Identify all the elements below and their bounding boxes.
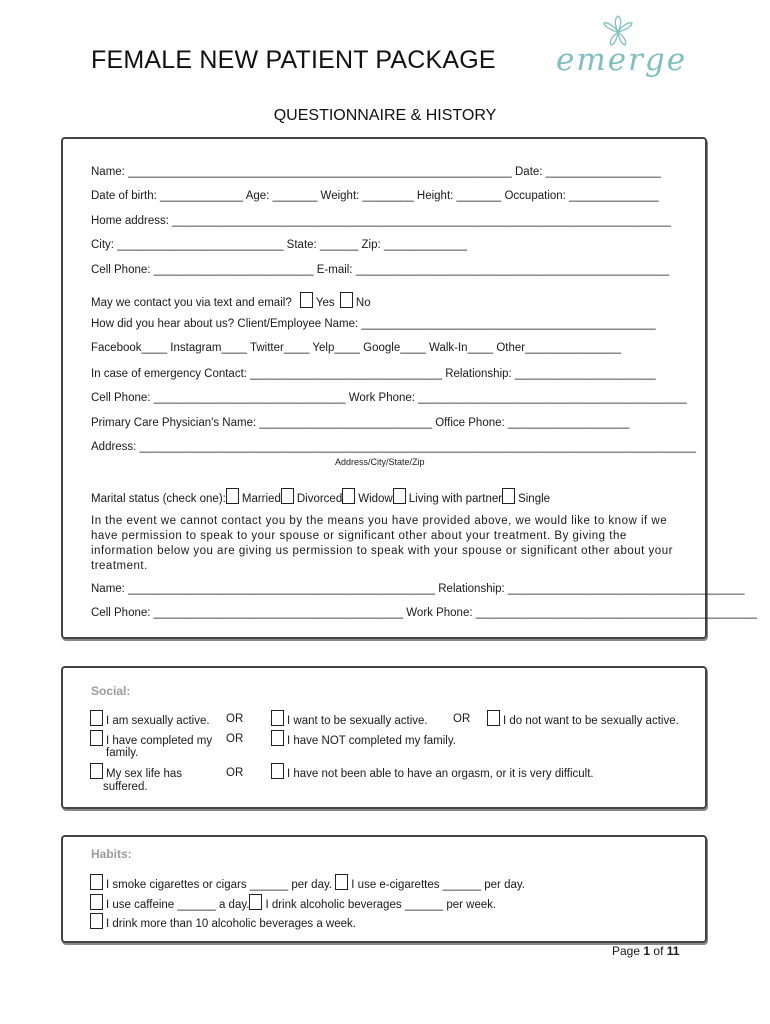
consent-paragraph: In the event we cannot contact you by the means you have provided above, we would like to know if we have permission to speak to your spouse or significant other about your treatment. By giving the information below you are giving us permission to speak with your spouse or significant other about your treatment. — [91, 515, 673, 572]
social-option-1b — [271, 710, 428, 727]
brand-logo: emerge — [556, 42, 688, 78]
sex-life-suffered-label-cont: suffered. — [103, 781, 148, 793]
address-hint: Address/City/State/Zip — [335, 457, 425, 467]
marital-status-row — [91, 488, 550, 505]
or-label: OR — [453, 713, 471, 725]
habits-row-3 — [90, 913, 356, 930]
single-checkbox[interactable] — [502, 488, 515, 504]
or-label: OR — [226, 767, 244, 779]
social-option-2b — [271, 730, 456, 747]
orgasm-difficulty-label: I have not been able to have an orgasm, or it is very difficult. — [287, 768, 594, 780]
page-number — [612, 944, 679, 958]
social-option-2a — [90, 730, 212, 747]
smoke-checkbox[interactable] — [90, 874, 103, 890]
single-label: Single — [518, 493, 551, 505]
habits-heading: Habits: — [91, 847, 132, 861]
or-label: OR — [226, 733, 244, 745]
e-cigarettes-checkbox[interactable] — [335, 874, 348, 890]
living-with-partner-label: Living with partner — [408, 493, 503, 505]
caffeine-label: I use caffeine ______ a day. — [106, 899, 250, 911]
habits-row-2 — [90, 894, 496, 911]
no-checkbox[interactable] — [340, 292, 353, 308]
home-address-field[interactable]: Home address: ______________________________________________________________________________ — [91, 215, 672, 227]
divorced-checkbox[interactable] — [281, 488, 294, 504]
completed-family-label-cont: family. — [106, 747, 139, 759]
smoke-label: I smoke cigarettes or cigars ______ per day. — [106, 879, 333, 891]
sexually-active-checkbox[interactable] — [90, 710, 103, 726]
social-option-3b — [271, 763, 594, 780]
referral-field[interactable]: How did you hear about us? Client/Employee Name: ______________________________________________ — [91, 318, 656, 330]
spouse-name-field[interactable]: Name: ________________________________________________ Relationship: _____________________________________ — [91, 583, 745, 595]
want-sexually-active-label: I want to be sexually active. — [287, 715, 428, 727]
sex-life-suffered-checkbox[interactable] — [90, 763, 103, 779]
marital-label: Marital status (check one): — [91, 493, 226, 505]
no-label: No — [355, 297, 371, 309]
heavy-drinking-checkbox[interactable] — [90, 913, 103, 929]
spouse-phone-field[interactable]: Cell Phone: _______________________________________ Work Phone: ____________________________________________ — [91, 607, 758, 619]
pcp-field[interactable]: Primary Care Physician's Name: ___________________________ Office Phone: ___________________ — [91, 417, 630, 429]
yes-label: Yes — [315, 297, 335, 309]
e-cigarettes-label: I use e-cigarettes ______ per day. — [351, 879, 525, 891]
social-option-3a — [90, 763, 182, 780]
city-state-zip-field[interactable]: City: __________________________ State: ______ Zip: _____________ — [91, 239, 468, 251]
pcp-address-field[interactable]: Address: _______________________________________________________________________________________ — [91, 441, 697, 453]
social-heading: Social: — [91, 684, 131, 698]
page-subtitle: QUESTIONNAIRE & HISTORY — [273, 107, 497, 124]
alcohol-checkbox[interactable] — [249, 894, 262, 910]
widow-checkbox[interactable] — [342, 488, 355, 504]
cell-email-field[interactable]: Cell Phone: _________________________ E-mail: _________________________________________________ — [91, 264, 670, 276]
caffeine-checkbox[interactable] — [90, 894, 103, 910]
sex-life-suffered-label: My sex life has — [106, 768, 183, 780]
married-checkbox[interactable] — [226, 488, 239, 504]
not-want-sexually-active-checkbox[interactable] — [487, 710, 500, 726]
living-with-partner-checkbox[interactable] — [393, 488, 406, 504]
heavy-drinking-label: I drink more than 10 alcoholic beverages a week. — [106, 918, 356, 930]
page-total: 11 — [666, 944, 680, 958]
want-sexually-active-checkbox[interactable] — [271, 710, 284, 726]
married-label: Married — [241, 493, 281, 505]
not-completed-family-label: I have NOT completed my family. — [287, 735, 456, 747]
orgasm-difficulty-checkbox[interactable] — [271, 763, 284, 779]
sexually-active-label: I am sexually active. — [106, 715, 210, 727]
dob-age-weight-field[interactable]: Date of birth: _____________ Age: _______ Weight: ________ Height: _______ Occupation: ______________ — [91, 190, 659, 202]
widow-label: Widow — [358, 493, 393, 505]
emergency-phone-field[interactable]: Cell Phone: ______________________________ Work Phone: __________________________________________ — [91, 392, 687, 404]
page-of: of — [653, 944, 664, 958]
contact-consent-row — [91, 292, 371, 309]
referral-sources-field[interactable]: Facebook____ Instagram____ Twitter____ Yelp____ Google____ Walk-In____ Other_______________ — [91, 342, 622, 354]
page-label: Page — [612, 944, 641, 958]
yes-checkbox[interactable] — [300, 292, 313, 308]
page-title: FEMALE NEW PATIENT PACKAGE — [91, 46, 496, 74]
completed-family-checkbox[interactable] — [90, 730, 103, 746]
contact-question: May we contact you via text and email? — [91, 297, 292, 309]
habits-row-1 — [90, 874, 525, 891]
social-option-1a — [90, 710, 210, 727]
not-want-sexually-active-label: I do not want to be sexually active. — [503, 715, 679, 727]
social-option-1c — [487, 710, 679, 727]
page-current: 1 — [643, 944, 651, 958]
not-completed-family-checkbox[interactable] — [271, 730, 284, 746]
name-date-field[interactable]: Name: ____________________________________________________________ Date: __________________ — [91, 166, 661, 178]
alcohol-label: I drink alcoholic beverages ______ per week. — [265, 899, 497, 911]
divorced-label: Divorced — [296, 493, 343, 505]
completed-family-label: I have completed my — [106, 735, 213, 747]
emergency-contact-field[interactable]: In case of emergency Contact: ______________________________ Relationship: ______________________ — [91, 368, 656, 380]
or-label: OR — [226, 713, 244, 725]
